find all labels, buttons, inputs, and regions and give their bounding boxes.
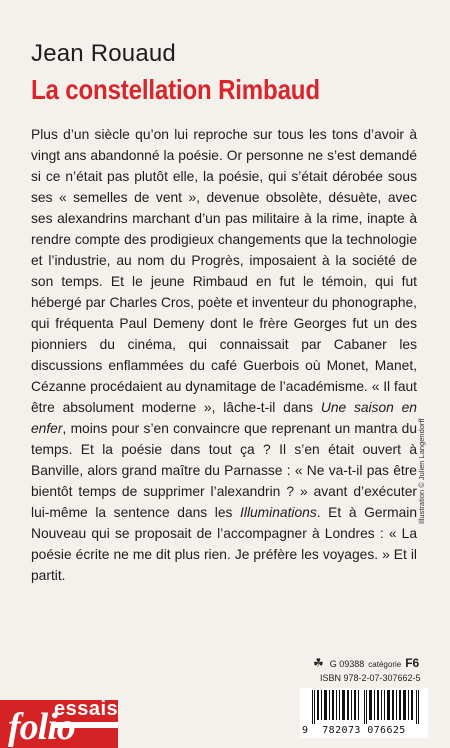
work-title-saison: Une saison en enfer: [31, 400, 417, 436]
author-name: Jean Rouaud: [31, 40, 176, 67]
category-label: catégorie: [368, 660, 402, 669]
barcode-bars-icon: [312, 690, 420, 724]
blurb-text-1: Plus d’un siècle qu’on lui reproche sur tous les tons d’avoir à vingt ans abandonné la poésie. Or personne ne s’est demandé si ce n’était pas plutôt elle, la poésie, qui s’était dérobée sous ses « semelles de vent », devenue obsolète, désuète, avec ses alexandrins marchant d’un pas militaire à la rime, inapte à rendre compte des prodigieux changements que la technologie et l’industrie, au nom du Progrès, imposaient à la société de son temps. Et le jeune Rimbaud en fut le témoin, qui fut hébergé par Charles Cros, poète et inventeur du phonographe, qui fréquenta Paul Demeny dont le frère Georges fut un des pionniers du cinéma, qui connaissait par Cabaner les discussions enflammées du café Guerbois où Monet, Manet, Cézanne procédaient au dynamitage de l’académisme. « Il faut être absolument moderne », lâche-t-il dans: [31, 127, 417, 415]
barcode-lead-digit: 9: [302, 725, 309, 736]
back-cover-blurb: [31, 124, 417, 586]
folio-logo: folio: [8, 706, 75, 748]
price-category: F6: [405, 656, 420, 670]
catalog-reference: [313, 656, 419, 670]
catalog-code: G 09388: [329, 659, 365, 669]
publisher-mark-icon: ☘: [313, 656, 324, 670]
blurb-text-2: , moins pour s’en convaincre que reprenant un mantra du temps. Et la poésie dans tout ça ? Il s’en était ouvert à Banville, alors grand maître du Parnasse : « Ne va-t-il pas être bientôt temps de supprimer l’alexandrin ? » avant d’exécuter lui-même la sentence dans les: [31, 421, 417, 520]
barcode: [300, 688, 428, 738]
work-title-illuminations: Illuminations: [240, 505, 317, 520]
blurb-text-3: . Et à Germain Nouveau qui se proposait de l’accompagner à Londres : « La poésie écrite ne me dit plus rien. Je préfère les voyages. » Et il partit.: [31, 505, 417, 583]
series-logo: [0, 700, 118, 748]
book-title: La constellation Rimbaud: [31, 74, 320, 105]
collection-name: essais: [54, 700, 118, 720]
isbn: ISBN 978-2-07-307662-5: [320, 673, 421, 683]
barcode-digits: 782073 076625: [322, 725, 406, 736]
illustration-credit: Illustration © Julien Langendorff: [417, 418, 426, 524]
